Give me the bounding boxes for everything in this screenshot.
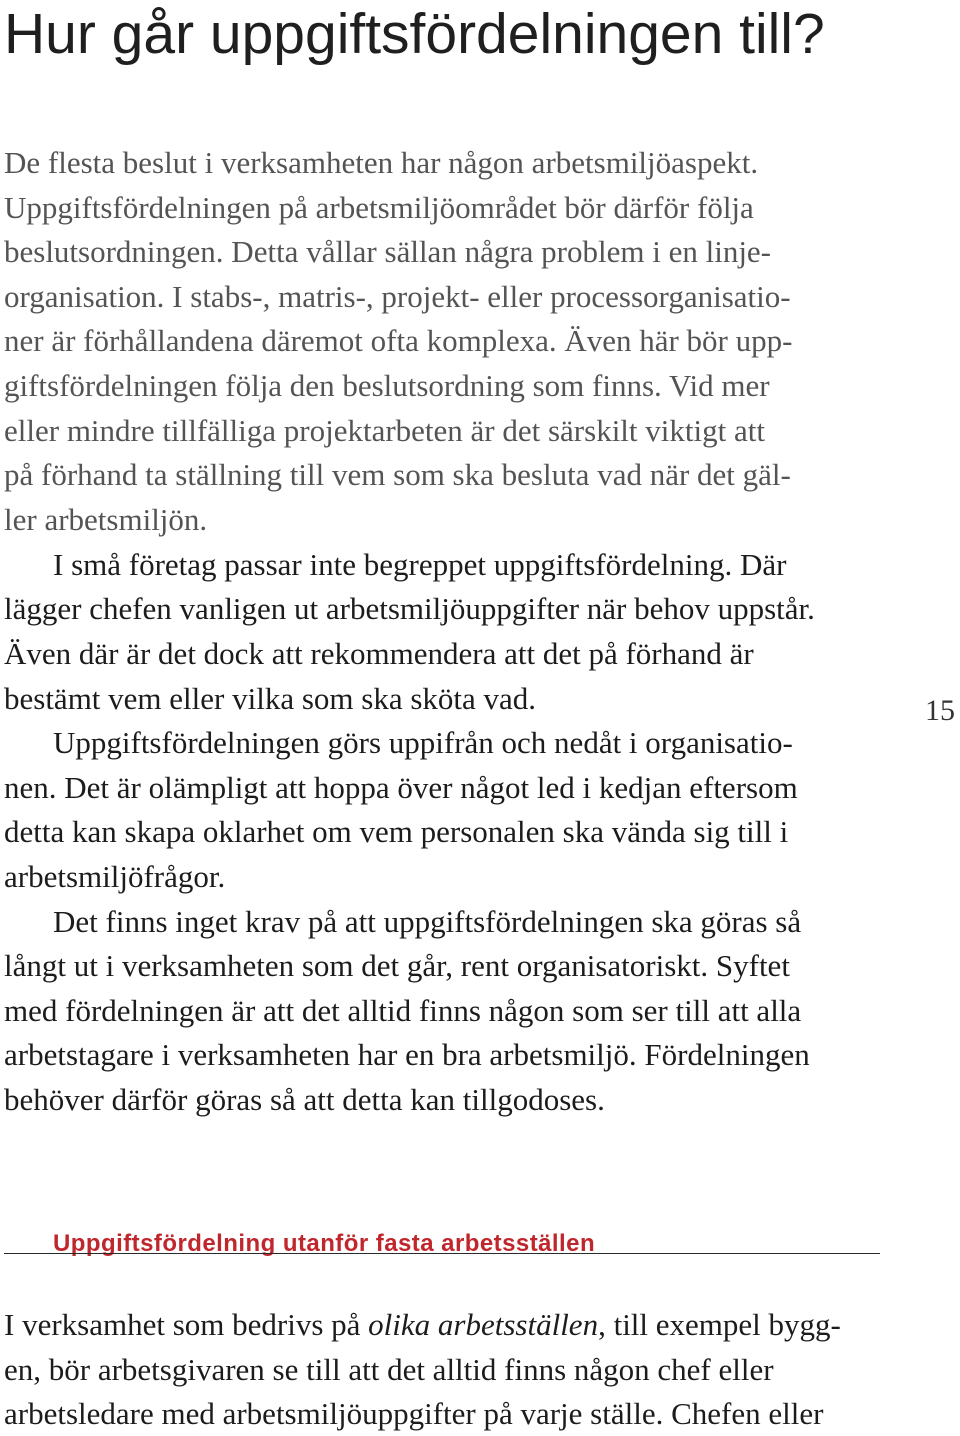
page-heading: Hur går uppgiftsfördelningen till? [4,2,825,66]
text-segment: I verksamhet som bedrivs på [4,1307,369,1342]
text-line: De flesta beslut i verksamheten har någon arbetsmiljöaspekt. [4,145,759,180]
page-number: 15 [925,694,955,727]
text-line: en, bör arbetsgivaren se till att det alltid finns någon chef eller [4,1352,774,1387]
text-line: ler arbetsmiljön. [4,502,208,537]
text-line: arbetstagare i verksamheten har en bra arbetsmiljö. Fördelningen [4,1037,810,1072]
text-line: detta kan skapa oklarhet om vem personalen ska vända sig till i [4,814,789,849]
text-line [4,1305,841,1345]
text-line: Uppgiftsfördelningen görs uppifrån och nedåt i organisatio- [53,725,793,760]
text-line: I små företag passar inte begreppet uppgiftsfördelning. Där [53,547,787,582]
text-line: bestämt vem eller vilka som ska sköta vad. [4,681,537,716]
text-line: lägger chefen vanligen ut arbetsmiljöuppgifter när behov uppstår. [4,591,815,626]
text-line: långt ut i verksamheten som det går, rent organisatoriskt. Syftet [4,948,790,983]
text-line: behöver därför göras så att detta kan tillgodoses. [4,1082,605,1117]
text-line: organisation. I stabs-, matris-, projekt- eller processorganisatio- [4,279,791,314]
text-line: nen. Det är olämpligt att hoppa över något led i kedjan eftersom [4,770,798,805]
text-line: beslutsordningen. Detta vållar sällan några problem i en linje- [4,234,772,269]
section-rule [4,1253,880,1254]
text-segment: , till exempel bygg- [598,1307,841,1342]
emphasized-text: olika arbetsställen [368,1307,599,1342]
text-line: eller mindre tillfälliga projektarbeten är det särskilt viktigt att [4,413,765,448]
text-line: Uppgiftsfördelningen på arbetsmiljöområdet bör därför följa [4,190,754,225]
section-subheading: Uppgiftsfördelning utanför fasta arbetsställen [53,1230,596,1257]
text-line: med fördelningen är att det alltid finns någon som ser till att alla [4,993,802,1028]
text-line: på förhand ta ställning till vem som ska besluta vad när det gäl- [4,457,791,492]
text-line: Det finns inget krav på att uppgiftsfördelningen ska göras så [53,904,802,939]
text-line: arbetsledare med arbetsmiljöuppgifter på varje ställe. Chefen eller [4,1396,824,1431]
text-line: Även där är det dock att rekommendera att det på förhand är [4,636,754,671]
text-line: arbetsmiljöfrågor. [4,859,226,894]
text-line: giftsfördelningen följa den beslutsordning som finns. Vid mer [4,368,770,403]
text-line: ner är förhållandena däremot ofta komplexa. Även här bör upp- [4,323,793,358]
